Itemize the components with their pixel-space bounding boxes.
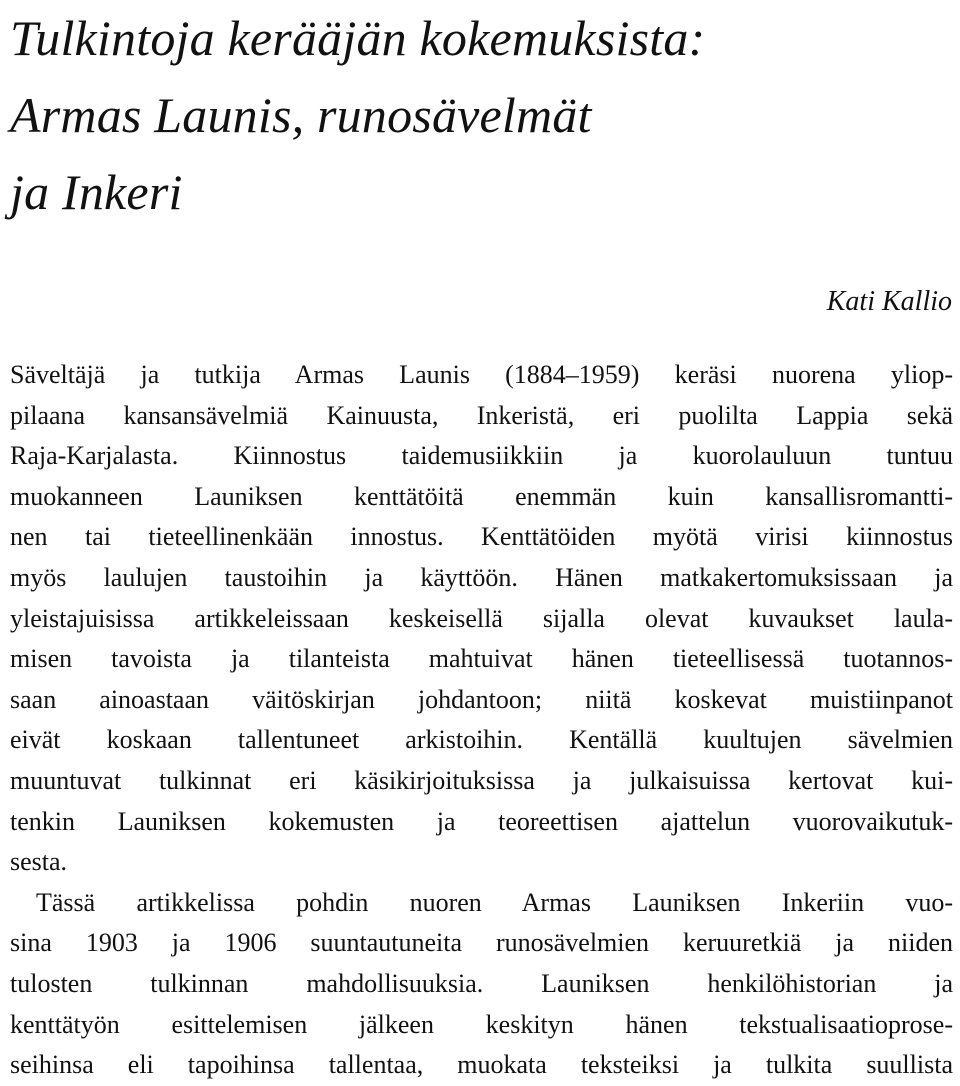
text-line: Raja-Karjalasta. Kiinnostus taidemusiikkiin ja kuorolauluun tuntuu <box>10 441 953 471</box>
title-line: ja Inkeri <box>10 164 183 220</box>
text-line: seihinsa eli tapoihinsa tallentaa, muokata teksteiksi ja tulkita suullista <box>10 1050 953 1080</box>
paragraph-2 <box>10 883 953 1086</box>
article-title <box>10 0 950 231</box>
article-body <box>10 355 953 1086</box>
title-line: Armas Launis, runosävelmät <box>10 87 592 143</box>
text-line: muuntuvat tulkinnat eri käsikirjoituksissa ja julkaisuissa kertovat kui- <box>10 765 953 795</box>
text-line: misen tavoista ja tilanteista mahtuivat hänen tieteellisessä tuotannos- <box>10 644 953 674</box>
text-line: Säveltäjä ja tutkija Armas Launis (1884–1959) keräsi nuorena yliop- <box>10 360 953 389</box>
text-line: yleistajuisissa artikkeleissaan keskeisellä sijalla olevat kuvaukset laula- <box>10 603 953 633</box>
text-line: tulosten tulkinnan mahdollisuuksia. Launiksen henkilöhistorian ja <box>10 968 953 998</box>
article-author: Kati Kallio <box>826 286 952 317</box>
text-line: tenkin Launiksen kokemusten ja teoreettisen ajattelun vuorovaikutuk- <box>10 806 953 836</box>
text-line: nen tai tieteellinenkään innostus. Kenttätöiden myötä virisi kiinnostus <box>10 522 953 552</box>
text-line: sesta. <box>10 847 68 877</box>
paragraph-1 <box>10 355 953 883</box>
text-line: muokanneen Launiksen kenttätöitä enemmän kuin kansallisromantti- <box>10 481 953 511</box>
title-line: Tulkintoja kerääjän kokemuksista: <box>10 10 706 66</box>
text-line: Tässä artikkelissa pohdin nuoren Armas Launiksen Inkeriin vuo- <box>36 887 953 917</box>
text-line: myös laulujen taustoihin ja käyttöön. Hänen matkakertomuksissaan ja <box>10 562 953 592</box>
text-line: kenttätyön esittelemisen jälkeen keskityn hänen tekstualisaatioprose- <box>10 1009 953 1039</box>
text-line: eivät koskaan tallentuneet arkistoihin. Kentällä kuultujen sävelmien <box>10 725 953 755</box>
text-line: saan ainoastaan väitöskirjan johdantoon; niitä koskevat muistiinpanot <box>10 684 953 714</box>
text-line: sina 1903 ja 1906 suuntautuneita runosävelmien keruuretkiä ja niiden <box>10 928 953 958</box>
text-line: pilaana kansansävelmiä Kainuusta, Inkeristä, eri puolilta Lappia sekä <box>10 400 953 430</box>
